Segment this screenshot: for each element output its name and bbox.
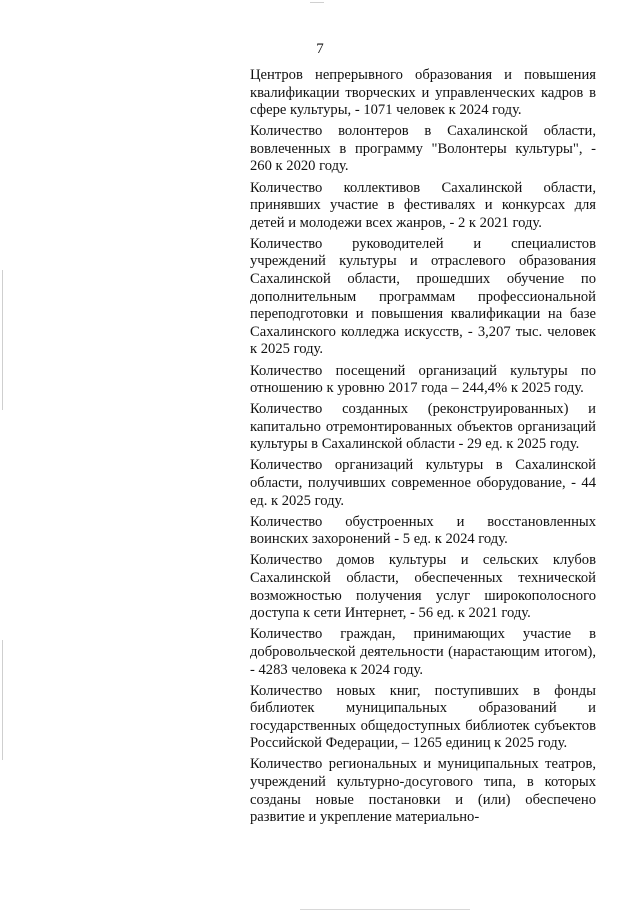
paragraph: Количество региональных и муниципальных театров, учреждений культурно-досугового типа, в которых созданы новые постановки и (или) обеспечено развитие и укрепление материально- — [250, 756, 596, 826]
scan-artifact — [2, 640, 3, 760]
body-text — [250, 67, 596, 827]
paragraph: Количество руководителей и специалистов учреждений культуры и отраслевого образования Сахалинской области, прошедших обучение по дополнительным программам профессиональной переподготовки и повышения квалификации на базе Сахалинского колледжа искусств, - 3,207 тыс. человек к 2025 году. — [250, 235, 596, 358]
page-number: 7 — [316, 41, 324, 57]
paragraph: Центров непрерывного образования и повышения квалификации творческих и управленческих кадров в сфере культуры, - 1071 человек к 2024 году. — [250, 67, 596, 119]
paragraph: Количество граждан, принимающих участие в добровольческой деятельности (нарастающим итогом), - 4283 человека к 2024 году. — [250, 626, 596, 678]
paragraph: Количество организаций культуры в Сахалинской области, получивших современное оборудование, - 44 ед. к 2025 году. — [250, 457, 596, 509]
paragraph: Количество волонтеров в Сахалинской области, вовлеченных в программу "Волонтеры культуры", - 260 к 2020 году. — [250, 123, 596, 175]
scan-artifact — [300, 909, 470, 910]
paragraph: Количество новых книг, поступивших в фонды библиотек муниципальных образований и государственных общедоступных библиотек субъектов Российской Федерации, – 1265 единиц к 2025 году. — [250, 682, 596, 752]
paragraph: Количество коллективов Сахалинской области, принявших участие в фестивалях и конкурсах для детей и молодежи всех жанров, - 2 к 2021 году. — [250, 179, 596, 231]
scan-artifact — [2, 270, 3, 410]
scan-artifact — [310, 2, 324, 3]
paragraph: Количество домов культуры и сельских клубов Сахалинской области, обеспеченных технической возможностью получения услуг широкополосного доступа к сети Интернет, - 56 ед. к 2021 году. — [250, 552, 596, 622]
paragraph: Количество посещений организаций культуры по отношению к уровню 2017 года – 244,4% к 2025 году. — [250, 362, 596, 397]
paragraph: Количество созданных (реконструированных) и капитально отремонтированных объектов организаций культуры в Сахалинской области - 29 ед. к 2025 году. — [250, 401, 596, 453]
paragraph: Количество обустроенных и восстановленных воинских захоронений - 5 ед. к 2024 году. — [250, 513, 596, 548]
